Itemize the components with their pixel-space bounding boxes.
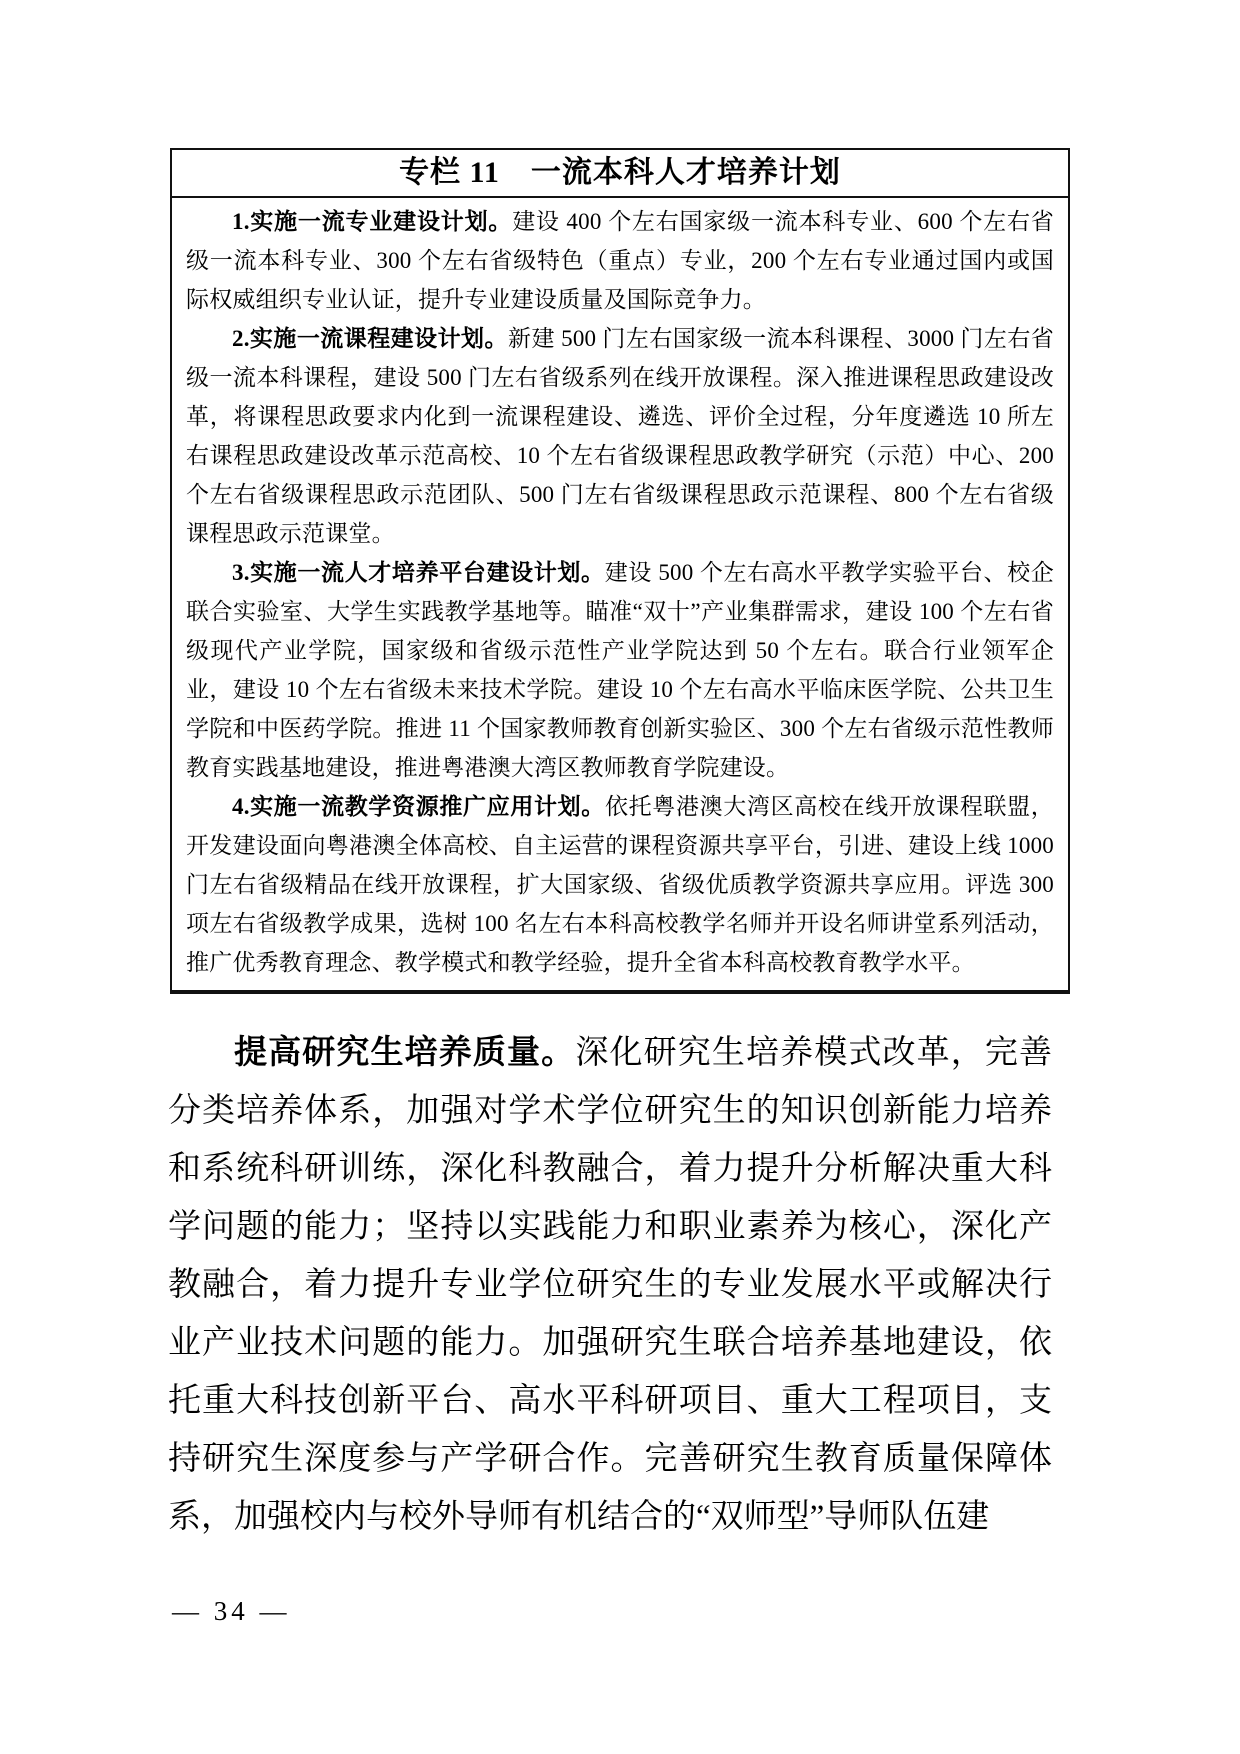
box-paragraph-1-lead: 1.实施一流专业建设计划。 <box>232 209 513 234</box>
box-paragraph-1-text: 建设 400 个左右国家级一流本科专业、600 个左右省级一流本科专业、300 个左右省级特色（重点）专业，200 个左右专业通过国内或国际权威组织专业认证，提升专业建设质量及国际竞争力。 <box>186 209 1054 312</box>
box-paragraph-4-lead: 4.实施一流教学资源推广应用计划。 <box>232 794 605 819</box>
box-paragraph-2-text: 新建 500 门左右国家级一流本科课程、3000 门左右省级一流本科课程，建设 500 门左右省级系列在线开放课程。深入推进课程思政建设改革，将课程思政要求内化到一流课程建设、遴选、评价全过程，分年度遴选 10 所左右课程思政建设改革示范高校、10 个左右省级课程思政教学研究（示范）中心、200 个左右省级课程思政示范团队、500 门左右省级课程思政示范课程、800 个左右省级课程思政示范课堂。 <box>186 326 1054 546</box>
body-paragraph-lead: 提高研究生培养质量。 <box>234 1035 576 1071</box>
box-paragraph-3 <box>186 553 1054 787</box>
box-paragraph-4 <box>186 787 1054 982</box>
body-paragraph-text: 深化研究生培养模式改革，完善分类培养体系，加强对学术学位研究生的知识创新能力培养和系统科研训练，深化科教融合，着力提升分析解决重大科学问题的能力；坚持以实践能力和职业素养为核心，深化产教融合，着力提升专业学位研究生的专业发展水平或解决行业产业技术问题的能力。加强研究生联合培养基地建设，依托重大科技创新平台、高水平科研项目、重大工程项目，支持研究生深度参与产学研合作。完善研究生教育质量保障体系，加强校内与校外导师有机结合的“双师型”导师队伍建 <box>168 1035 1053 1535</box>
column-box-body <box>172 198 1068 990</box>
box-paragraph-1 <box>186 202 1054 319</box>
body-paragraph-graduate-quality <box>168 1024 1052 1546</box>
box-paragraph-4-text: 依托粤港澳大湾区高校在线开放课程联盟，开发建设面向粤港澳全体高校、自主运营的课程资源共享平台，引进、建设上线 1000 门左右省级精品在线开放课程，扩大国家级、省级优质教学资源共享应用。评选 300 项左右省级教学成果，选树 100 名左右本科高校教学名师并开设名师讲堂系列活动，推广优秀教育理念、教学模式和教学经验，提升全省本科高校教育教学水平。 <box>186 794 1054 975</box>
page-content <box>170 148 1070 1627</box>
box-paragraph-2-lead: 2.实施一流课程建设计划。 <box>232 326 508 351</box>
box-paragraph-2 <box>186 319 1054 553</box>
column-box-title: 专栏 11 一流本科人才培养计划 <box>172 150 1068 198</box>
page-number-footer: — 34 — <box>172 1596 291 1626</box>
feature-column-box <box>170 148 1070 994</box>
box-paragraph-3-lead: 3.实施一流人才培养平台建设计划。 <box>232 560 605 585</box>
box-paragraph-3-text: 建设 500 个左右高水平教学实验平台、校企联合实验室、大学生实践教学基地等。瞄准“双十”产业集群需求，建设 100 个左右省级现代产业学院，国家级和省级示范性产业学院达到 50 个左右。联合行业领军企业，建设 10 个左右省级未来技术学院。建设 10 个左右高水平临床医学院、公共卫生学院和中医药学院。推进 11 个国家教师教育创新实验区、300 个左右省级示范性教师教育实践基地建设，推进粤港澳大湾区教师教育学院建设。 <box>186 560 1054 780</box>
